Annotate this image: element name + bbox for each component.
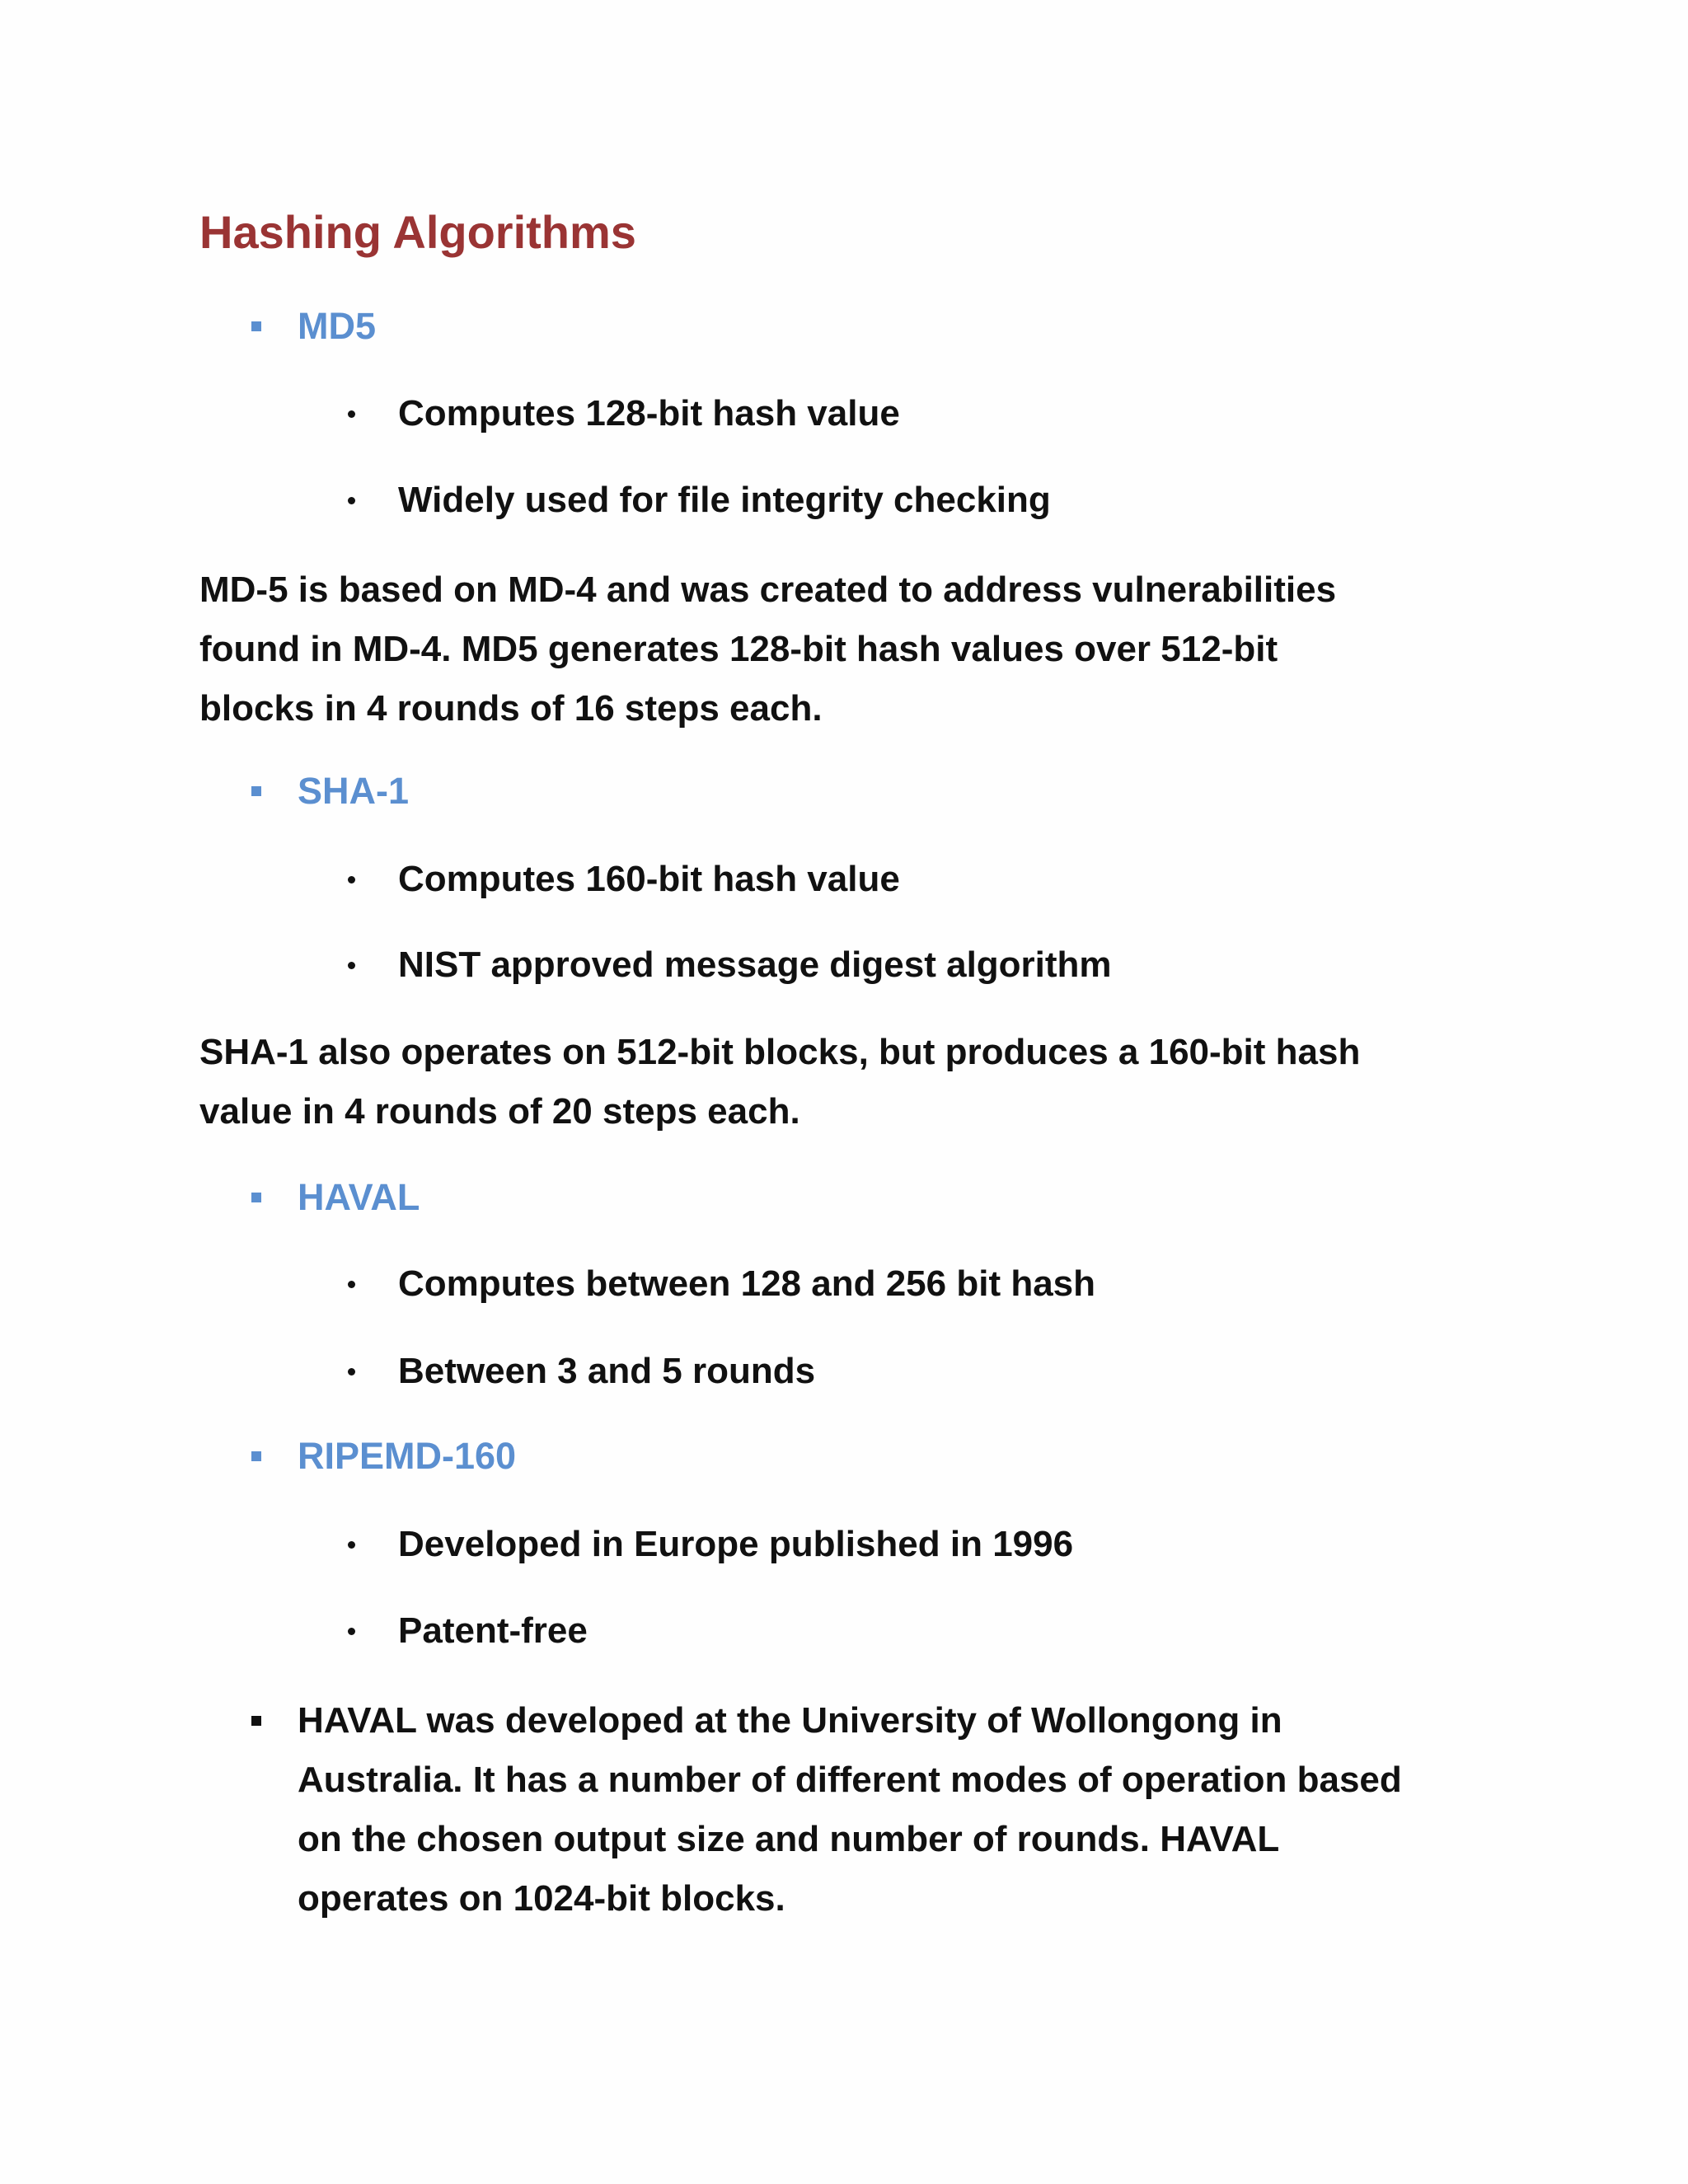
- bullet-dot-icon: [348, 1628, 355, 1635]
- paragraph-line: operates on 1024-bit blocks.: [298, 1878, 785, 1919]
- section-heading-label: SHA-1: [298, 770, 410, 812]
- section-heading-label: MD5: [298, 305, 377, 347]
- list-item: [348, 1259, 1095, 1309]
- bullet-dot-icon: [348, 962, 355, 969]
- list-item-text: Patent-free: [398, 1610, 588, 1651]
- list-item: [348, 1520, 1073, 1569]
- list-item-text: Widely used for file integrity checking: [398, 480, 1051, 520]
- square-bullet-icon: [251, 1716, 261, 1726]
- section-heading-ripemd160: [251, 1432, 516, 1481]
- paragraph-line: blocks in 4 rounds of 16 steps each.: [199, 688, 823, 729]
- haval-note-paragraph: [298, 1691, 1402, 1929]
- list-item: [348, 855, 900, 904]
- paragraph-line: MD-5 is based on MD-4 and was created to address vulnerabilities: [199, 569, 1337, 610]
- list-item-text: Developed in Europe published in 1996: [398, 1524, 1074, 1564]
- paragraph-line: HAVAL was developed at the University of Wollongong in: [298, 1700, 1282, 1741]
- paragraph-line: on the chosen output size and number of rounds. HAVAL: [298, 1819, 1280, 1859]
- bullet-dot-icon: [348, 1281, 355, 1288]
- list-item: [348, 1606, 588, 1656]
- list-item-text: NIST approved message digest algorithm: [398, 944, 1112, 985]
- section-heading-label: RIPEMD-160: [298, 1435, 517, 1477]
- section-heading-sha1: [251, 766, 409, 816]
- sha1-description-paragraph: [199, 1023, 1360, 1141]
- bullet-dot-icon: [348, 1541, 355, 1549]
- md5-description-paragraph: [199, 560, 1336, 738]
- bullet-dot-icon: [348, 410, 355, 418]
- bullet-dot-icon: [348, 497, 355, 504]
- list-item-text: Computes between 128 and 256 bit hash: [398, 1263, 1096, 1304]
- list-item: [348, 940, 1112, 990]
- paragraph-line: value in 4 rounds of 20 steps each.: [199, 1091, 800, 1132]
- haval-note: [251, 1691, 1402, 1929]
- paragraph-line: SHA-1 also operates on 512-bit blocks, but produces a 160-bit hash: [199, 1032, 1361, 1072]
- bullet-dot-icon: [348, 876, 355, 883]
- bullet-dot-icon: [348, 1368, 355, 1376]
- paragraph-line: Australia. It has a number of different modes of operation based: [298, 1760, 1402, 1800]
- list-item: [348, 1347, 815, 1396]
- list-item-text: Between 3 and 5 rounds: [398, 1351, 816, 1391]
- list-item-text: Computes 128-bit hash value: [398, 393, 900, 434]
- square-bullet-icon: [251, 321, 261, 331]
- section-heading-haval: [251, 1173, 420, 1222]
- section-heading-label: HAVAL: [298, 1176, 420, 1218]
- list-item: [348, 389, 900, 438]
- list-item: [348, 476, 1051, 525]
- square-bullet-icon: [251, 1193, 261, 1202]
- list-item-text: Computes 160-bit hash value: [398, 859, 900, 899]
- square-bullet-icon: [251, 786, 261, 796]
- page-title: Hashing Algorithms: [199, 206, 636, 258]
- square-bullet-icon: [251, 1451, 261, 1461]
- paragraph-line: found in MD-4. MD5 generates 128-bit hash values over 512-bit: [199, 629, 1278, 669]
- section-heading-md5: [251, 302, 376, 351]
